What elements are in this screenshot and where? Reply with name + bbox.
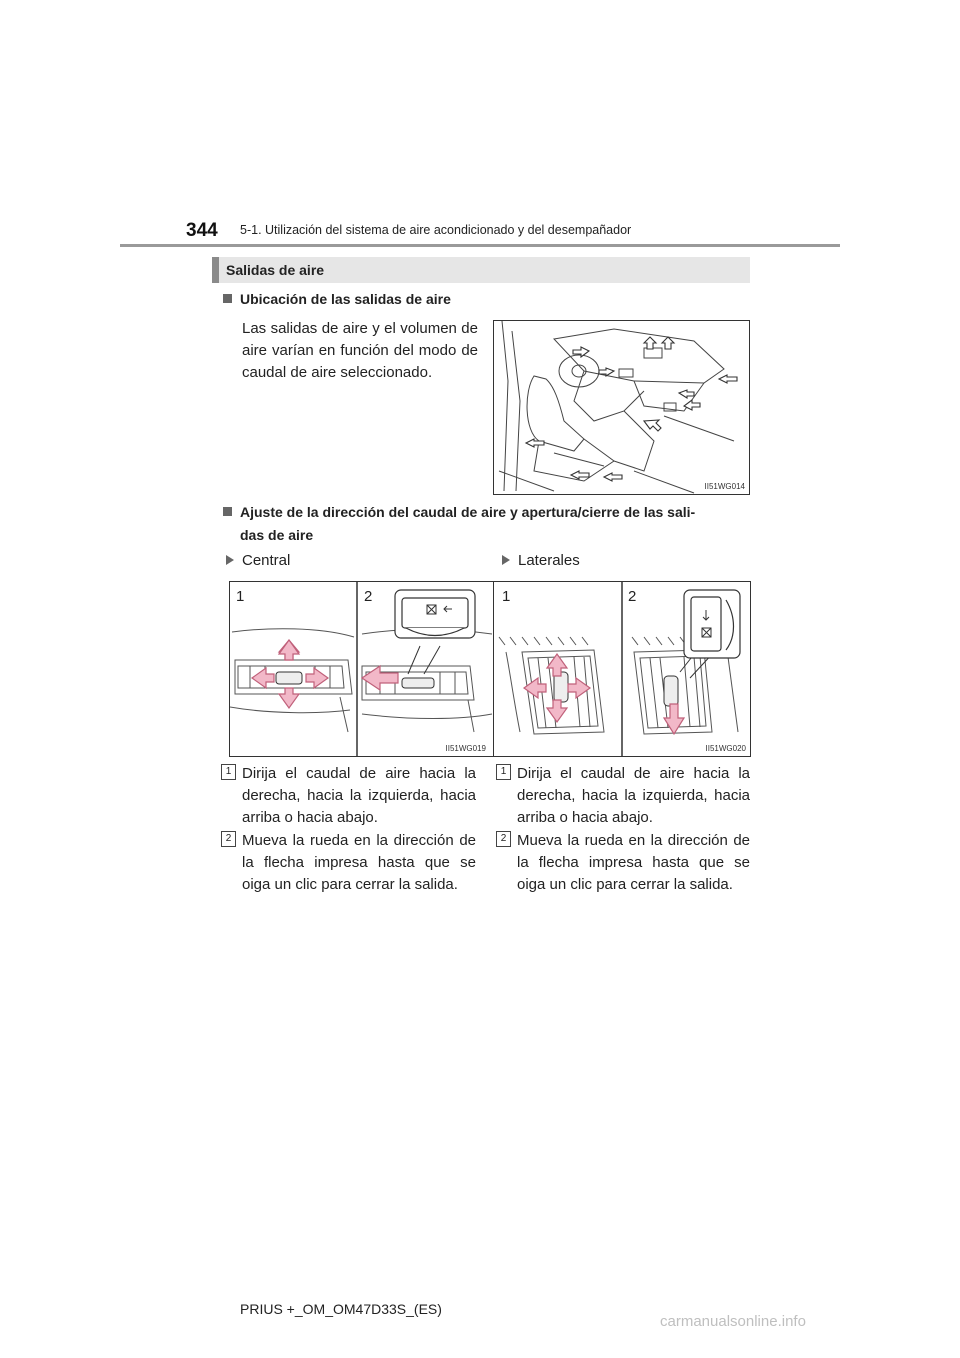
central-step-1-text: Dirija el caudal de aire hacia la derecha, hacia la izquierda, hacia arriba o hacia abajo. (242, 765, 476, 826)
lateral-label-text: Laterales (518, 552, 580, 569)
location-heading (223, 291, 451, 307)
figure-code: II51WG020 (705, 744, 746, 753)
step-number-badge: 2 (496, 831, 511, 847)
square-bullet-icon (223, 507, 232, 516)
lateral-callout-2: 2 (628, 588, 637, 605)
section-marker (212, 257, 219, 283)
header-divider (120, 244, 840, 247)
central-vent-illustration (230, 582, 494, 756)
central-callout-2: 2 (364, 588, 373, 605)
central-step-1 (221, 763, 476, 829)
lateral-step-2 (496, 830, 750, 896)
location-text: Las salidas de aire y el volumen de aire varían en función del modo de caudal de aire seleccionado. (242, 320, 478, 381)
central-step-2 (221, 830, 476, 896)
step-number-badge: 2 (221, 831, 236, 847)
lateral-vent-figure (493, 581, 751, 757)
step-number-badge: 1 (221, 764, 236, 780)
adjust-heading-line2: das de aire (240, 527, 314, 543)
figure-code: II51WG014 (704, 482, 745, 491)
section-heading-bar (212, 257, 750, 283)
central-step-2-text: Mueva la rueda en la dirección de la flecha impresa hasta que se oiga un clic para cerrar la salida. (242, 832, 476, 893)
lateral-step-1 (496, 763, 750, 829)
document-code: PRIUS +_OM_OM47D33S_(ES) (240, 1301, 442, 1317)
location-heading-text: Ubicación de las salidas de aire (240, 291, 451, 307)
lateral-step-1-text: Dirija el caudal de aire hacia la derecha, hacia la izquierda, hacia arriba o hacia abajo. (517, 765, 750, 826)
adjust-heading (223, 501, 750, 547)
car-interior-illustration (494, 321, 749, 494)
air-outlets-location-figure (493, 320, 750, 495)
section-title: Salidas de aire (226, 262, 325, 278)
central-callout-1: 1 (236, 588, 245, 605)
lateral-step-2-text: Mueva la rueda en la dirección de la flecha impresa hasta que se oiga un clic para cerrar la salida. (517, 832, 750, 893)
page-number: 344 (186, 220, 218, 241)
lateral-vent-illustration (494, 582, 750, 756)
running-header: 5-1. Utilización del sistema de aire acondicionado y del desempañador (240, 223, 632, 237)
lateral-callout-1: 1 (502, 588, 511, 605)
triangle-bullet-icon (226, 555, 234, 565)
figure-code: II51WG019 (445, 744, 486, 753)
central-label (226, 550, 290, 572)
adjust-heading-line1: Ajuste de la dirección del caudal de aire y apertura/cierre de las sali- (240, 504, 696, 520)
step-number-badge: 1 (496, 764, 511, 780)
triangle-bullet-icon (502, 555, 510, 565)
central-label-text: Central (242, 552, 291, 569)
square-bullet-icon (223, 294, 232, 303)
watermark: carmanualsonline.info (660, 1313, 806, 1330)
central-vent-figure (229, 581, 495, 757)
lateral-label (502, 550, 580, 572)
